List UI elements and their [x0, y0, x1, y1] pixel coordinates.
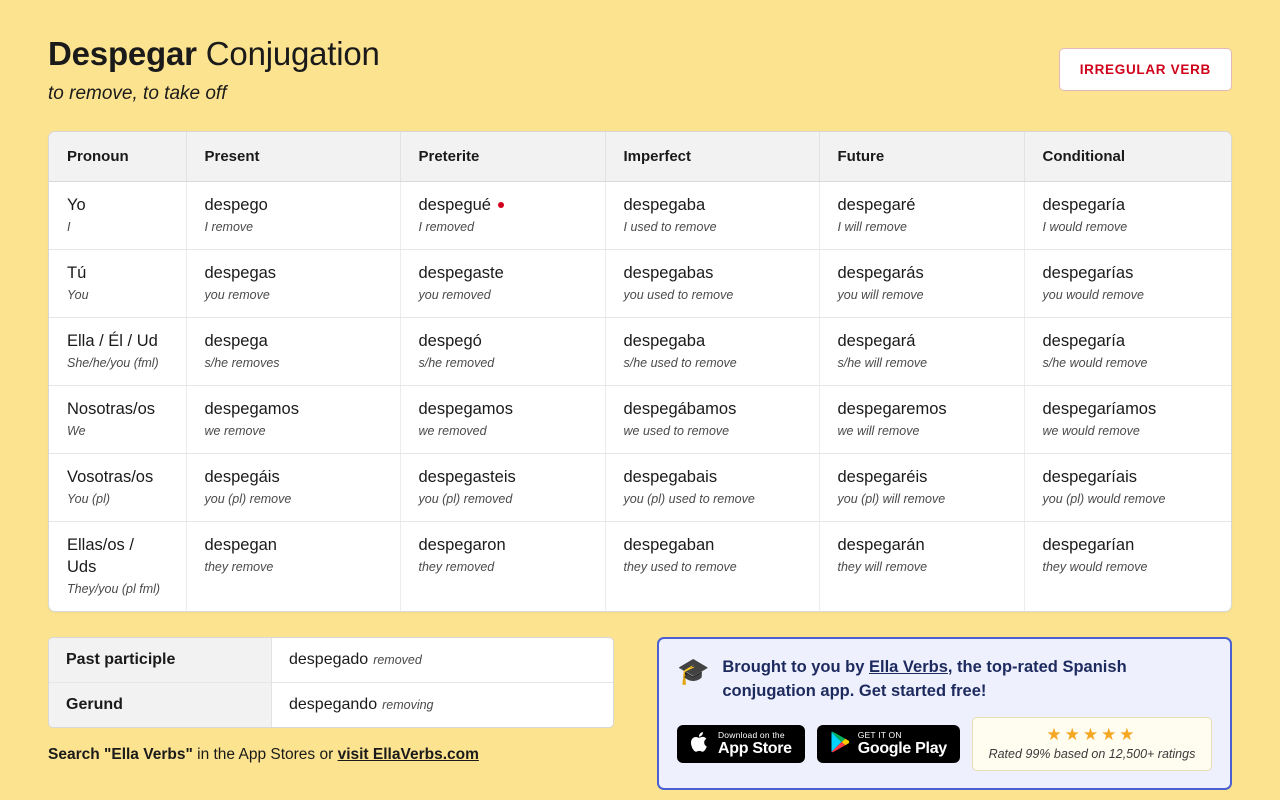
verb-form-gloss: they used to remove	[623, 560, 737, 574]
pronoun-label: Nosotras/os	[67, 400, 156, 418]
verb-form-gloss: you (pl) would remove	[1042, 492, 1166, 506]
pronoun-gloss: We	[67, 424, 86, 438]
verb-form-gloss: they remove	[204, 560, 274, 574]
conjugation-cell	[605, 522, 819, 612]
search-prompt	[48, 746, 615, 764]
verb-form: despegábamos	[623, 400, 737, 418]
pronoun-cell	[49, 250, 186, 318]
verb-form: despegan	[204, 536, 277, 554]
verb-form-gloss: you removed	[418, 288, 491, 302]
table-row	[49, 683, 613, 728]
app-store-text	[718, 731, 792, 758]
search-prompt-middle: in the App Stores or	[192, 746, 338, 763]
conjugation-cell	[819, 454, 1024, 522]
verb-form: despegarás	[837, 264, 924, 282]
conjugation-cell	[1024, 318, 1232, 386]
rating-text: Rated 99% based on 12,500+ ratings	[988, 747, 1196, 761]
verb-form-gloss: you (pl) remove	[204, 492, 292, 506]
verb-form-gloss: I used to remove	[623, 220, 717, 234]
conjugation-cell	[1024, 454, 1232, 522]
conjugation-cell	[605, 386, 819, 454]
conjugation-cell	[819, 386, 1024, 454]
ella-verbs-link[interactable]: Ella Verbs	[869, 658, 948, 676]
verb-form: despegabais	[623, 468, 718, 486]
app-store-button[interactable]	[677, 725, 805, 763]
conjugation-cell	[605, 250, 819, 318]
apple-logo-icon	[690, 730, 710, 759]
verb-form-gloss: you (pl) removed	[418, 492, 513, 506]
column-header-preterite: Preterite	[400, 132, 605, 182]
verb-form-gloss: I would remove	[1042, 220, 1128, 234]
verb-form: despegaremos	[837, 400, 947, 418]
column-header-pronoun: Pronoun	[49, 132, 186, 182]
verb-form: despegará	[837, 332, 916, 350]
verb-form: despegaban	[623, 536, 715, 554]
store-badges-row	[677, 717, 1212, 771]
title-suffix: Conjugation	[196, 35, 380, 72]
star-rating-icon: ★★★★★	[1046, 725, 1138, 744]
pronoun-cell	[49, 182, 186, 250]
verb-form: despegarán	[837, 536, 925, 554]
column-header-conditional: Conditional	[1024, 132, 1232, 182]
verb-form: despegó	[418, 332, 482, 350]
verb-form: despegaron	[418, 536, 506, 554]
pronoun-gloss: I	[67, 220, 71, 234]
google-play-button[interactable]	[817, 725, 960, 763]
pronoun-label: Ella / Él / Ud	[67, 332, 158, 350]
past-participle-label: Past participle	[49, 638, 272, 683]
pronoun-label: Ellas/os / Uds	[67, 536, 134, 576]
conjugation-cell	[186, 182, 400, 250]
pronoun-cell	[49, 318, 186, 386]
verb-form: despegamos	[204, 400, 299, 418]
verb-form: despegaría	[1042, 196, 1126, 214]
conjugation-table-wrapper	[48, 131, 1232, 612]
verb-form: despegaréis	[837, 468, 928, 486]
page-header	[48, 34, 1232, 107]
verb-form-gloss: I removed	[418, 220, 475, 234]
app-store-small-label: Download on the	[717, 729, 785, 740]
conjugation-cell	[186, 250, 400, 318]
pronoun-cell	[49, 386, 186, 454]
google-play-small-label: GET IT ON	[857, 729, 902, 740]
nonfinite-table-wrapper	[48, 637, 614, 728]
verb-form: despegué	[418, 196, 491, 214]
conjugation-cell	[186, 318, 400, 386]
pronoun-cell	[49, 454, 186, 522]
verb-form-gloss: s/he will remove	[837, 356, 928, 370]
conjugation-cell	[605, 454, 819, 522]
search-prompt-bold: Search "Ella Verbs"	[48, 746, 193, 763]
verb-form-gloss: s/he removes	[204, 356, 280, 370]
verb-form-gloss: s/he used to remove	[623, 356, 737, 370]
conjugation-cell	[186, 386, 400, 454]
bottom-section	[48, 637, 1232, 790]
nonfinite-table	[49, 638, 613, 727]
verb-form: despegabas	[623, 264, 714, 282]
header-text-block	[48, 34, 380, 107]
verb-form: despego	[204, 196, 268, 214]
verb-form-gloss: you would remove	[1042, 288, 1144, 302]
promo-text	[722, 655, 1212, 703]
google-play-text	[858, 731, 947, 758]
verb-form: despegasteis	[418, 468, 516, 486]
table-row	[49, 638, 613, 683]
conjugation-cell	[819, 250, 1024, 318]
verb-name: Despegar	[48, 35, 197, 72]
conjugation-cell	[1024, 386, 1232, 454]
past-participle-form: despegado	[289, 651, 369, 668]
verb-form: despegáis	[204, 468, 280, 486]
conjugation-cell	[400, 454, 605, 522]
verb-form-gloss: we used to remove	[623, 424, 730, 438]
conjugation-cell	[819, 522, 1024, 612]
conjugation-cell	[819, 318, 1024, 386]
verb-form: despegaba	[623, 332, 706, 350]
verb-form: despegas	[204, 264, 277, 282]
conjugation-cell	[186, 522, 400, 612]
verb-form: despegaríamos	[1042, 400, 1157, 418]
google-play-big-label: Google Play	[857, 740, 947, 758]
page-title	[48, 34, 380, 74]
verb-form-gloss: you (pl) will remove	[837, 492, 946, 506]
conjugation-cell	[186, 454, 400, 522]
conjugation-cell	[400, 522, 605, 612]
past-participle-cell	[272, 638, 614, 683]
pronoun-cell	[49, 522, 186, 612]
table-row	[49, 250, 1232, 318]
verb-form-gloss: we removed	[418, 424, 487, 438]
gerund-cell	[272, 683, 614, 728]
verb-form-gloss: they will remove	[837, 560, 928, 574]
verb-form-gloss: we will remove	[837, 424, 920, 438]
google-play-icon	[830, 731, 850, 758]
promo-top-row	[677, 655, 1212, 703]
verb-form-gloss: you remove	[204, 288, 270, 302]
pronoun-gloss: She/he/you (fml)	[67, 356, 159, 370]
conjugation-cell	[400, 386, 605, 454]
column-header-future: Future	[819, 132, 1024, 182]
past-participle-gloss: removed	[373, 653, 422, 667]
gerund-form: despegando	[289, 696, 378, 713]
gerund-label: Gerund	[49, 683, 272, 728]
irregular-marker-dot	[498, 202, 504, 208]
verb-form-gloss: we remove	[204, 424, 266, 438]
verb-form-gloss: s/he removed	[418, 356, 495, 370]
verb-form-gloss: we would remove	[1042, 424, 1140, 438]
verb-form: despega	[204, 332, 268, 350]
app-store-big-label: App Store	[717, 740, 792, 758]
pronoun-label: Tú	[67, 264, 87, 282]
promo-box	[657, 637, 1232, 790]
verb-form-gloss: you will remove	[837, 288, 924, 302]
promo-text-after: , the top-rated Spanish conjugation app. Get started free!	[722, 658, 1127, 700]
gerund-gloss: removing	[382, 698, 434, 712]
pronoun-label: Yo	[67, 196, 86, 214]
status-badge: IRREGULAR VERB	[1059, 48, 1232, 91]
verb-form-gloss: s/he would remove	[1042, 356, 1148, 370]
verb-form: despegamos	[418, 400, 513, 418]
table-header-row	[49, 132, 1232, 182]
verb-form: despegarías	[1042, 264, 1134, 282]
verb-form: despegaré	[837, 196, 916, 214]
column-header-imperfect: Imperfect	[605, 132, 819, 182]
promo-text-before: Brought to you by	[722, 658, 869, 676]
verb-form-gloss: I remove	[204, 220, 254, 234]
pronoun-gloss: You (pl)	[67, 492, 111, 506]
table-row	[49, 318, 1232, 386]
conjugation-cell	[605, 318, 819, 386]
pronoun-gloss: They/you (pl fml)	[67, 582, 161, 596]
conjugation-cell	[400, 250, 605, 318]
pronoun-label: Vosotras/os	[67, 468, 154, 486]
table-row	[49, 522, 1232, 612]
verb-form: despegaste	[418, 264, 504, 282]
verb-form-gloss: you (pl) used to remove	[623, 492, 755, 506]
verb-translation: to remove, to take off	[48, 83, 227, 104]
conjugation-cell	[1024, 182, 1232, 250]
verb-form-gloss: I will remove	[837, 220, 907, 234]
table-row	[49, 386, 1232, 454]
conjugation-cell	[819, 182, 1024, 250]
conjugation-cell	[605, 182, 819, 250]
table-row	[49, 454, 1232, 522]
conjugation-cell	[400, 182, 605, 250]
verb-form: despegaría	[1042, 332, 1126, 350]
conjugation-table	[49, 132, 1232, 611]
conjugation-cell	[1024, 250, 1232, 318]
verb-form-gloss: they removed	[418, 560, 495, 574]
ellaverbs-site-link[interactable]: visit EllaVerbs.com	[337, 746, 479, 763]
verb-form: despegaba	[623, 196, 706, 214]
verb-form: despegarían	[1042, 536, 1135, 554]
graduation-cap-icon: 🎓	[676, 656, 710, 686]
verb-form-gloss: you used to remove	[623, 288, 734, 302]
conjugation-cell	[1024, 522, 1232, 612]
table-row	[49, 182, 1232, 250]
nonfinite-block	[48, 637, 615, 764]
rating-box	[972, 717, 1212, 771]
verb-form: despegaríais	[1042, 468, 1137, 486]
pronoun-gloss: You	[67, 288, 89, 302]
verb-form-gloss: they would remove	[1042, 560, 1148, 574]
column-header-present: Present	[186, 132, 400, 182]
conjugation-cell	[400, 318, 605, 386]
